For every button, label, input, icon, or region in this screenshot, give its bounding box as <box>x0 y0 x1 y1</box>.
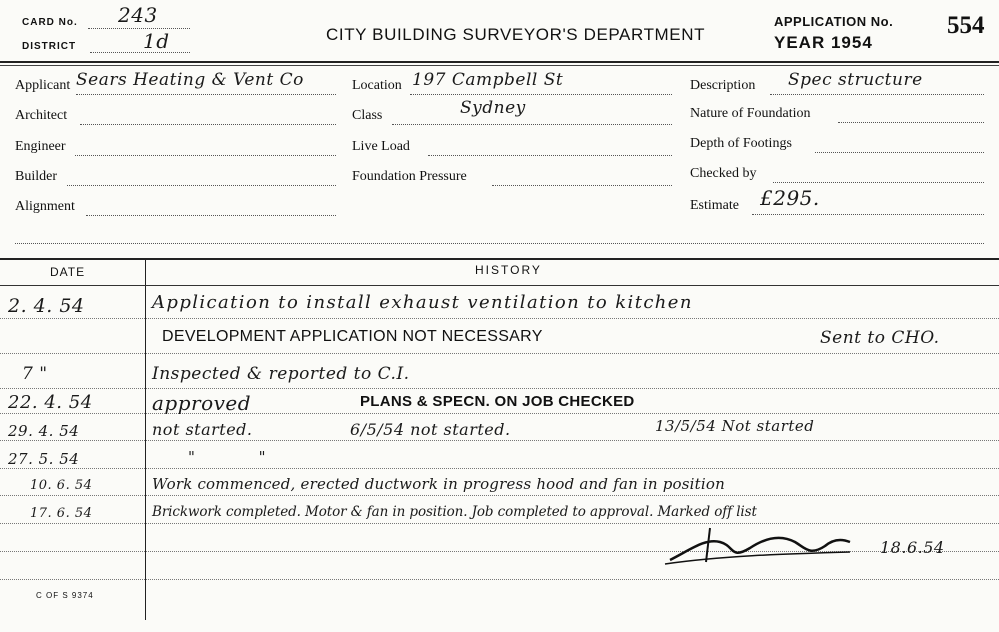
live-load-line <box>428 155 672 156</box>
header-divider <box>0 61 999 63</box>
depth-of-footings-line <box>815 152 984 153</box>
history-line <box>0 468 999 469</box>
year-label: YEAR 1954 <box>774 33 873 52</box>
description-line <box>770 94 984 95</box>
details-blank-line <box>15 243 984 244</box>
district-label: DISTRICT <box>22 41 77 52</box>
applicant-label: Applicant <box>15 78 71 93</box>
foundation-pressure-line <box>492 185 672 186</box>
history-row-text-2: 6/5/54 not started. <box>350 420 511 439</box>
live-load-label: Live Load <box>352 139 410 154</box>
signature-date: 18.6.54 <box>880 538 945 557</box>
date-column-divider <box>145 258 146 620</box>
history-line <box>0 318 999 319</box>
header-divider-thin <box>0 65 999 66</box>
location-value-2: Sydney <box>460 98 526 118</box>
form-code: C OF S 9374 <box>36 591 94 600</box>
card-number-line <box>88 28 190 29</box>
alignment-label: Alignment <box>15 199 75 214</box>
history-line <box>0 353 999 354</box>
district-line <box>90 52 190 53</box>
history-row-date: 29. 4. 54 <box>8 422 80 440</box>
card-number-value: 243 <box>118 3 158 27</box>
history-line <box>0 388 999 389</box>
nature-of-foundation-label: Nature of Foundation <box>690 106 811 121</box>
history-row-date: 27. 5. 54 <box>8 450 80 468</box>
history-row-text: not started. <box>152 420 253 439</box>
checked-by-label: Checked by <box>690 166 757 181</box>
history-row-date: 10. 6. 54 <box>30 478 93 493</box>
history-header-rule <box>0 285 999 286</box>
applicant-value: Sears Heating & Vent Co <box>76 70 304 90</box>
engineer-line <box>75 155 336 156</box>
history-row-text: Brickwork completed. Motor & fan in position. Job completed to approval. Marked off list <box>152 504 757 520</box>
application-number-value: 554 <box>947 12 985 39</box>
history-row-date: 17. 6. 54 <box>30 506 93 521</box>
builder-line <box>67 185 336 186</box>
history-row-text: " " <box>188 448 267 466</box>
architect-label: Architect <box>15 108 68 123</box>
card-number-label: CARD No. <box>22 17 78 28</box>
history-row-text: Work commenced, erected ductwork in progress hood and fan in position <box>152 475 725 493</box>
application-number-label: APPLICATION No. <box>774 14 894 29</box>
history-line <box>0 440 999 441</box>
plans-checked-stamp: PLANS & SPECN. ON JOB CHECKED <box>360 393 635 410</box>
history-line <box>0 579 999 580</box>
signature-icon <box>660 520 860 570</box>
description-label: Description <box>690 78 756 93</box>
history-line <box>0 495 999 496</box>
engineer-label: Engineer <box>15 139 66 154</box>
class-label: Class <box>352 108 383 123</box>
history-row-date: 2. 4. 54 <box>8 295 85 317</box>
builder-label: Builder <box>15 169 57 184</box>
architect-line <box>80 124 336 125</box>
checked-by-line <box>773 182 984 183</box>
district-value: 1d <box>143 29 170 53</box>
history-row-text: Application to install exhaust ventilation to kitchen <box>152 292 693 313</box>
estimate-label: Estimate <box>690 198 739 213</box>
history-row-note: Sent to CHO. <box>820 328 940 348</box>
location-label: Location <box>352 78 402 93</box>
history-row-date: 7 " <box>22 364 48 384</box>
history-top-rule <box>0 258 999 260</box>
department-title: CITY BUILDING SURVEYOR'S DEPARTMENT <box>326 25 706 44</box>
history-row-text: Inspected & reported to C.I. <box>152 364 410 384</box>
history-row-text-3: 13/5/54 Not started <box>655 417 815 435</box>
alignment-line <box>86 215 336 216</box>
description-value: Spec structure <box>788 70 923 90</box>
location-value: 197 Campbell St <box>412 70 564 90</box>
history-row-text: approved <box>152 391 252 415</box>
depth-of-footings-label: Depth of Footings <box>690 136 792 151</box>
foundation-pressure-label: Foundation Pressure <box>352 169 467 184</box>
location-line <box>410 94 672 95</box>
nature-of-foundation-line <box>838 122 984 123</box>
class-line <box>392 124 672 125</box>
applicant-line <box>76 94 336 95</box>
history-line <box>0 413 999 414</box>
development-application-stamp: DEVELOPMENT APPLICATION NOT NECESSARY <box>162 328 543 345</box>
estimate-value: £295. <box>760 186 820 210</box>
history-header: HISTORY <box>475 263 542 277</box>
date-header: DATE <box>50 265 86 279</box>
estimate-line <box>752 214 984 215</box>
history-row-date: 22. 4. 54 <box>8 392 93 413</box>
